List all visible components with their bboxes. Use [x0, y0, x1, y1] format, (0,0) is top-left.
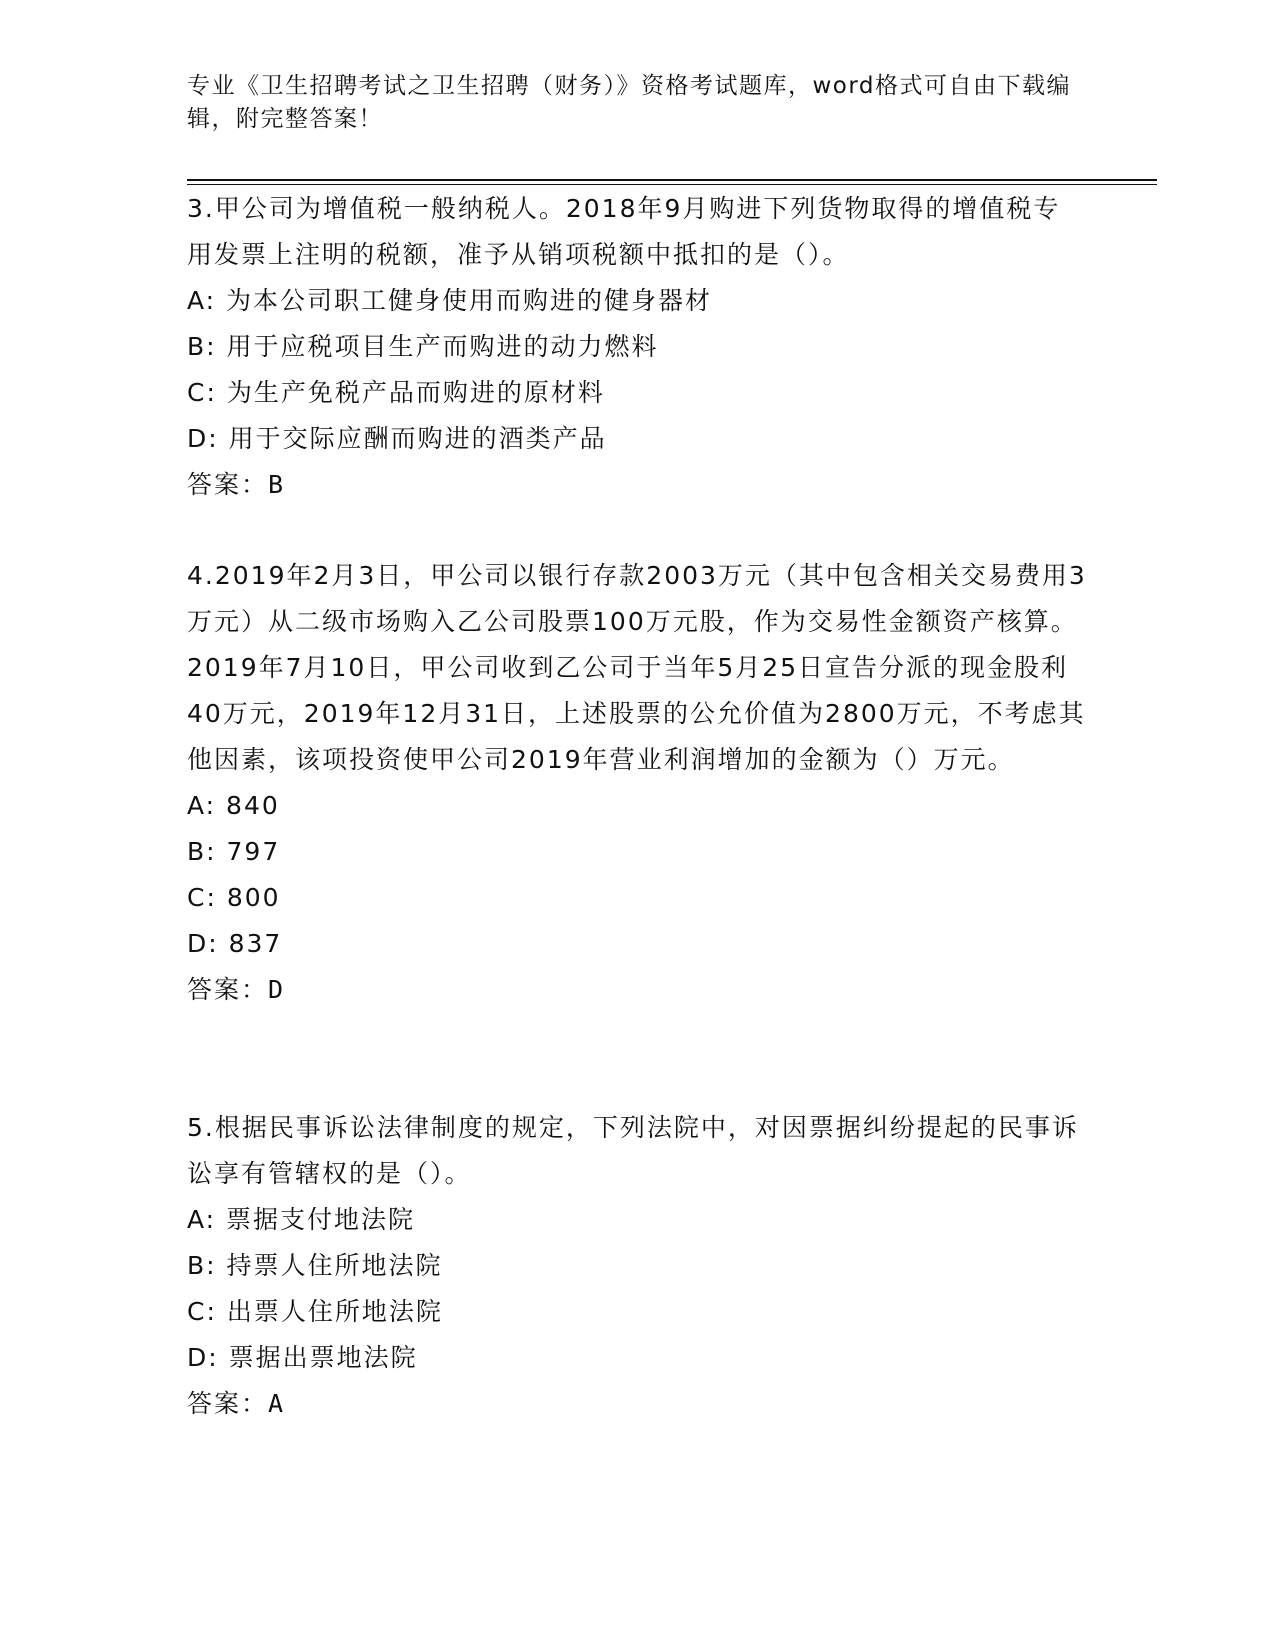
option-d: D: 837 — [187, 929, 283, 958]
question-stem: 4.2019年2月3日，甲公司以银行存款2003万元（其中包含相关交易费用3万元）从二级市场购入乙公司股票100万元股，作为交易性金额资产核算。2019年7月10日，甲公司收到乙公司于当年5月25日宣告分派的现金股利40万元，2019年12月31日，上述股票的公允价值为2800万元，不考虑其他因素，该项投资使甲公司2019年营业利润增加的金额为（）万元。 — [187, 561, 1087, 774]
header-divider-thin — [187, 184, 1157, 185]
option-c: C: 800 — [187, 883, 281, 912]
option-b: B: 用于应税项目生产而购进的动力燃料 — [187, 332, 659, 361]
option-b: B: 797 — [187, 837, 281, 866]
header-divider-thick — [187, 179, 1157, 181]
answer-label: 答案： — [187, 975, 269, 1004]
option-c: C: 为生产免税产品而购进的原材料 — [187, 378, 605, 407]
answer-value: D — [268, 975, 285, 1004]
header-text: 专业《卫生招聘考试之卫生招聘（财务）》资格考试题库，word格式可自由下载编辑，附完整答案！ — [187, 73, 1072, 132]
question-stem: 5.根据民事诉讼法律制度的规定，下列法院中，对因票据纠纷提起的民事诉讼享有管辖权的是（）。 — [187, 1113, 1079, 1188]
question-4 — [187, 553, 1087, 1013]
option-c: C: 出票人住所地法院 — [187, 1297, 443, 1326]
option-a: A: 840 — [187, 791, 280, 820]
option-b: B: 持票人住所地法院 — [187, 1251, 443, 1280]
option-a: A: 为本公司职工健身使用而购进的健身器材 — [187, 286, 713, 315]
answer-value: B — [268, 470, 285, 499]
option-d: D: 票据出票地法院 — [187, 1343, 418, 1372]
document-header — [187, 70, 1087, 136]
question-stem: 3.甲公司为增值税一般纳税人。2018年9月购进下列货物取得的增值税专用发票上注明的税额，准予从销项税额中抵扣的是（）。 — [187, 194, 1061, 269]
option-d: D: 用于交际应酬而购进的酒类产品 — [187, 424, 607, 453]
answer-value: A — [268, 1389, 285, 1418]
answer-line — [187, 462, 1087, 508]
option-a: A: 票据支付地法院 — [187, 1205, 416, 1234]
answer-label: 答案： — [187, 1389, 269, 1418]
answer-label: 答案： — [187, 470, 269, 499]
question-3 — [187, 186, 1087, 508]
question-5 — [187, 1105, 1087, 1427]
answer-line — [187, 967, 1087, 1013]
answer-line — [187, 1381, 1087, 1427]
